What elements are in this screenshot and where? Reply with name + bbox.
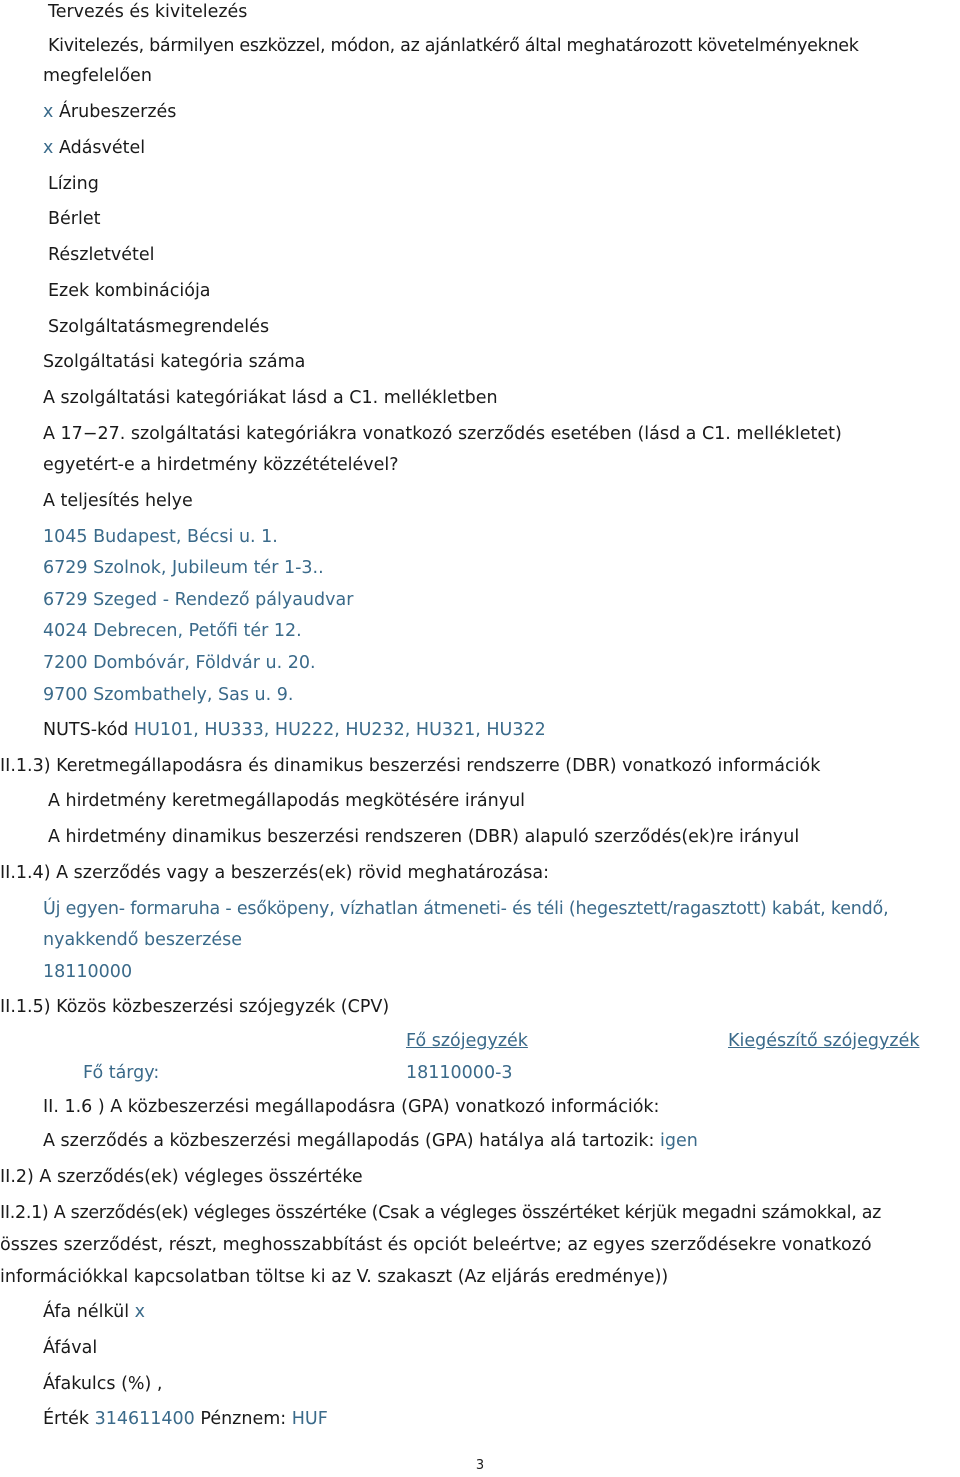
nuts-value: HU101, HU333, HU222, HU232, HU321, HU322 xyxy=(133,720,546,740)
address-item: 4024 Debrecen, Petőfi tér 12. xyxy=(43,621,302,641)
line-category-17-27: A 17−27. szolgáltatási kategóriákra vonatkozó szerződés esetében (lásd a C1. mellékletet) xyxy=(43,424,842,444)
option-label: Adásvétel xyxy=(58,138,146,158)
cpv-main-object-label: Fő tárgy: xyxy=(83,1063,160,1083)
line-service-category: Szolgáltatási kategória száma xyxy=(43,352,306,372)
gpa-label: A szerződés a közbeszerzési megállapodás (GPA) hatálya alá tartozik: xyxy=(43,1131,655,1151)
address-item: 7200 Dombóvár, Földvár u. 20. xyxy=(43,653,316,673)
address-item: 1045 Budapest, Bécsi u. 1. xyxy=(43,527,278,547)
section-ii-1-3: II.1.3) Keretmegállapodásra és dinamikus beszerzési rendszerre (DBR) vonatkozó információk xyxy=(0,756,821,776)
cpv-main-object-value: 18110000-3 xyxy=(406,1063,513,1083)
section-ii-2-1: II.2.1) A szerződés(ek) végleges összértéke (Csak a végleges összértéket kérjük megadni számokkal, az xyxy=(0,1203,882,1223)
option-service-order: Szolgáltatásmegrendelés xyxy=(48,317,270,337)
line-dps: A hirdetmény dinamikus beszerzési rendszeren (DBR) alapuló szerződés(ek)re irányul xyxy=(48,827,800,847)
without-vat-label: Áfa nélkül xyxy=(43,1302,130,1322)
cpv-main-header: Fő szójegyzék xyxy=(406,1031,528,1051)
value-label: Érték xyxy=(43,1409,90,1429)
section-ii-1-4: II.1.4) A szerződés vagy a beszerzés(ek) rövid meghatározása: xyxy=(0,863,549,883)
gpa-value: igen xyxy=(659,1131,698,1151)
checkmark-x: x xyxy=(134,1302,146,1322)
contract-description: Új egyen- formaruha - esőköpeny, vízhatlan átmeneti- és téli (hegesztett/ragasztott) kabát, kendő, xyxy=(43,899,889,919)
contract-description-cont: nyakkendő beszerzése xyxy=(43,930,243,950)
line-place-of-performance: A teljesítés helye xyxy=(43,491,193,511)
line-execution-desc-cont: megfelelően xyxy=(43,66,152,86)
section-ii-2-1-cont: összes szerződést, részt, meghosszabbítást és opciót beleértve; az egyes szerződésekre vonatkozó xyxy=(0,1235,872,1255)
currency-value: HUF xyxy=(291,1409,328,1429)
option-rental: Bérlet xyxy=(48,209,101,229)
page-number: 3 xyxy=(475,1458,485,1473)
line-value xyxy=(43,1407,328,1431)
option-leasing: Lízing xyxy=(48,174,99,194)
option-purchase xyxy=(43,136,145,160)
line-vat-rate: Áfakulcs (%) , xyxy=(43,1374,163,1394)
section-ii-1-5: II.1.5) Közös közbeszerzési szójegyzék (CPV) xyxy=(0,997,390,1017)
section-ii-2-1-cont2: információkkal kapcsolatban töltse ki az V. szakaszt (Az eljárás eredménye)) xyxy=(0,1267,669,1287)
line-nuts xyxy=(43,718,546,742)
value-amount: 314611400 xyxy=(94,1409,195,1429)
line-service-category-note: A szolgáltatási kategóriákat lásd a C1. mellékletben xyxy=(43,388,498,408)
line-gpa xyxy=(43,1129,698,1153)
option-supply xyxy=(43,100,176,124)
line-with-vat: Áfával xyxy=(43,1338,98,1358)
line-category-17-27-cont: egyetért-e a hirdetmény közzétételével? xyxy=(43,455,399,475)
line-framework: A hirdetmény keretmegállapodás megkötésére irányul xyxy=(48,791,526,811)
section-ii-1-6: II. 1.6 ) A közbeszerzési megállapodásra (GPA) vonatkozó információk: xyxy=(43,1097,660,1117)
currency-label: Pénznem: xyxy=(200,1409,287,1429)
checkmark-x: x xyxy=(43,102,54,122)
address-item: 6729 Szolnok, Jubileum tér 1-3.. xyxy=(43,558,324,578)
nuts-label: NUTS-kód xyxy=(43,720,129,740)
option-installment: Részletvétel xyxy=(48,245,155,265)
line-execution-desc: Kivitelezés, bármilyen eszközzel, módon, az ajánlatkérő által meghatározott követelményeknek xyxy=(48,36,859,56)
contract-description-code: 18110000 xyxy=(43,962,133,982)
option-combination: Ezek kombinációja xyxy=(48,281,211,301)
section-ii-2: II.2) A szerződés(ek) végleges összértéke xyxy=(0,1167,363,1187)
address-item: 6729 Szeged - Rendező pályaudvar xyxy=(43,590,354,610)
option-label: Árubeszerzés xyxy=(58,102,177,122)
address-item: 9700 Szombathely, Sas u. 9. xyxy=(43,685,294,705)
line-without-vat xyxy=(43,1300,145,1324)
line-design-execution: Tervezés és kivitelezés xyxy=(48,2,248,22)
cpv-supplementary-header: Kiegészítő szójegyzék xyxy=(728,1031,920,1051)
checkmark-x: x xyxy=(43,138,54,158)
